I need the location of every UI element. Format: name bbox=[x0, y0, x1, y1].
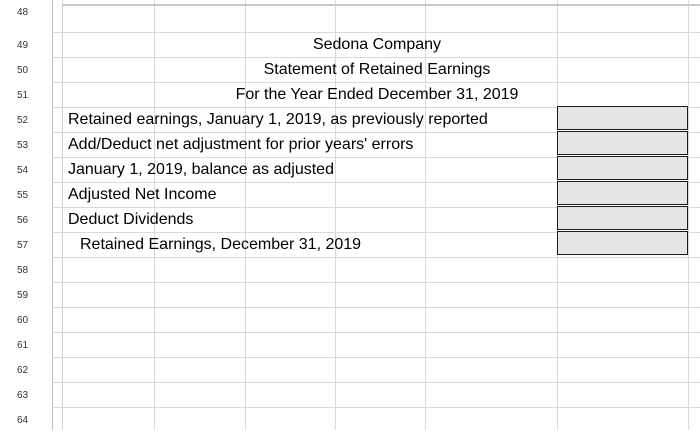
row-gridline bbox=[52, 307, 700, 308]
row-header-55[interactable]: 55 bbox=[16, 189, 29, 201]
row-header-53[interactable]: 53 bbox=[16, 139, 29, 151]
line-label-beginning-re: Retained earnings, January 1, 2019, as previously reported bbox=[68, 111, 488, 128]
row-gridline bbox=[52, 282, 700, 283]
row-header-64[interactable]: 64 bbox=[16, 414, 29, 426]
row-header-56[interactable]: 56 bbox=[16, 214, 29, 226]
row-gridline bbox=[52, 257, 700, 258]
row-header-52[interactable]: 52 bbox=[16, 114, 29, 126]
statement-title: Statement of Retained Earnings bbox=[263, 61, 491, 78]
row-header-60[interactable]: 60 bbox=[16, 314, 29, 326]
top-border bbox=[62, 4, 700, 6]
statement-period: For the Year Ended December 31, 2019 bbox=[235, 86, 519, 103]
row-header-59[interactable]: 59 bbox=[16, 289, 29, 301]
row-header-57[interactable]: 57 bbox=[16, 239, 29, 251]
input-beginning-re[interactable] bbox=[557, 106, 688, 130]
company-name: Sedona Company bbox=[312, 36, 442, 53]
input-prior-adjustment[interactable] bbox=[557, 131, 688, 155]
row-gridline bbox=[52, 357, 700, 358]
input-adjusted-balance[interactable] bbox=[557, 156, 688, 180]
row-header-50[interactable]: 50 bbox=[16, 64, 29, 76]
row-header-48[interactable]: 48 bbox=[16, 6, 29, 18]
row-header-58[interactable]: 58 bbox=[16, 264, 29, 276]
line-label-adjusted-balance: January 1, 2019, balance as adjusted bbox=[68, 161, 334, 178]
input-dividends[interactable] bbox=[557, 206, 688, 230]
row-header-63[interactable]: 63 bbox=[16, 389, 29, 401]
row-gridline bbox=[52, 407, 700, 408]
row-header-61[interactable]: 61 bbox=[16, 339, 29, 351]
line-label-ending-re: Retained Earnings, December 31, 2019 bbox=[80, 236, 362, 253]
line-label-net-income: Adjusted Net Income bbox=[68, 186, 217, 203]
row-header-49[interactable]: 49 bbox=[16, 39, 29, 51]
line-label-dividends: Deduct Dividends bbox=[68, 211, 194, 228]
row-header-divider bbox=[52, 0, 53, 430]
row-header-54[interactable]: 54 bbox=[16, 164, 29, 176]
input-ending-re[interactable] bbox=[557, 231, 688, 255]
row-header-51[interactable]: 51 bbox=[16, 89, 29, 101]
input-net-income[interactable] bbox=[557, 181, 688, 205]
line-label-prior-adjustment: Add/Deduct net adjustment for prior years' errors bbox=[68, 136, 414, 153]
row-header-62[interactable]: 62 bbox=[16, 364, 29, 376]
row-gridline bbox=[52, 332, 700, 333]
row-gridline bbox=[52, 382, 700, 383]
